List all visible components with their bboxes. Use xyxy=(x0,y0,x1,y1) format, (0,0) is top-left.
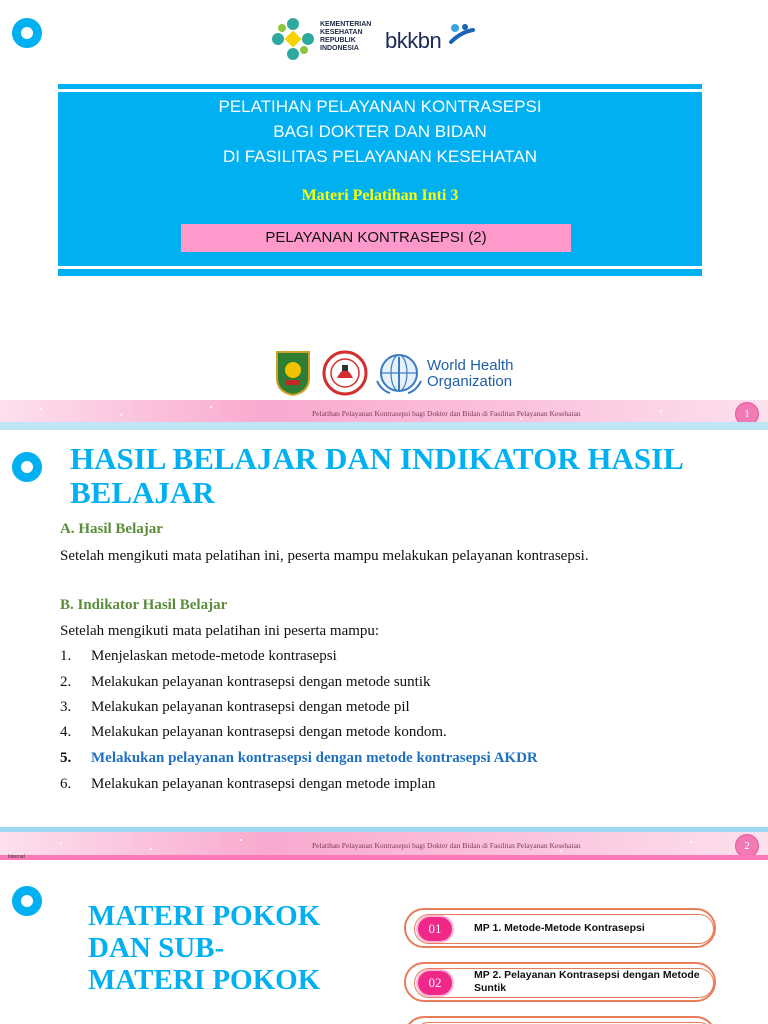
kemenkes-emblem-icon xyxy=(268,14,318,64)
list-text: Melakukan pelayanan kontrasepsi dengan metode kondom. xyxy=(91,724,447,740)
kemenkes-logo xyxy=(268,14,388,64)
kemenkes-line: INDONESIA xyxy=(320,45,359,52)
page-number: 2 xyxy=(735,834,759,858)
list-text: Melakukan pelayanan kontrasepsi dengan metode pil xyxy=(91,699,410,715)
list-text: Melakukan pelayanan kontrasepsi dengan metode suntik xyxy=(91,674,431,690)
mp-badge: 01 xyxy=(416,915,454,943)
kemenkes-line: REPUBLIK xyxy=(320,37,356,44)
kemenkes-line: KEMENTERIAN xyxy=(320,21,372,28)
title-divider xyxy=(58,266,702,269)
who-emblem-icon xyxy=(374,351,424,395)
slide-1 xyxy=(0,0,768,430)
who-line: World Health xyxy=(427,357,514,374)
list-number: 2. xyxy=(60,674,72,690)
slide-footer xyxy=(0,832,768,860)
shield-logo-icon xyxy=(275,350,311,396)
association-logo-icon xyxy=(322,350,368,396)
list-text: Melakukan pelayanan kontrasepsi dengan metode implan xyxy=(91,776,436,792)
slide-title-line: MATERI POKOK xyxy=(88,900,321,932)
footer-caption: Pelatihan Pelayanan Kontrasepsi bagi Dokter dan Bidan di Fasilitas Pelayanan Kesehatan xyxy=(312,841,581,850)
list-number: 4. xyxy=(60,724,72,740)
slide-3 xyxy=(0,862,768,1024)
course-title xyxy=(58,94,702,169)
section-heading: A. Hasil Belajar xyxy=(60,521,163,537)
course-title-line: BAGI DOKTER DAN BIDAN xyxy=(273,122,487,141)
footer-cap xyxy=(0,827,768,832)
footer-stripe xyxy=(0,855,768,860)
slide-bottom-band xyxy=(0,422,768,430)
section-paragraph: Setelah mengikuti mata pelatihan ini peserta mampu: xyxy=(60,623,380,639)
list-number: 5. xyxy=(60,750,72,766)
kemenkes-line: KESEHATAN xyxy=(320,29,363,36)
title-divider xyxy=(58,89,702,92)
course-subtitle: Materi Pelatihan Inti 3 xyxy=(301,187,459,204)
list-text: Melakukan pelayanan kontrasepsi dengan metode kontrasepsi AKDR xyxy=(91,750,538,766)
bkkbn-wordmark: bkkbn xyxy=(385,28,442,53)
slide-title-line: MATERI POKOK xyxy=(88,964,321,996)
slide-title xyxy=(88,900,348,996)
footer-caption: Pelatihan Pelayanan Kontrasepsi bagi Dokter dan Bidan di Fasilitas Pelayanan Kesehatan xyxy=(312,409,581,418)
ring-decoration-icon xyxy=(12,18,42,48)
list-number: 3. xyxy=(60,699,72,715)
mp-label: MP 1. Metode-Metode Kontrasepsi xyxy=(474,921,645,934)
ring-decoration-icon xyxy=(12,886,42,916)
mp-item[interactable] xyxy=(404,908,716,948)
slide-title: HASIL BELAJAR DAN INDIKATOR HASIL BELAJAR xyxy=(70,441,683,510)
course-title-line: PELATIHAN PELAYANAN KONTRASEPSI xyxy=(218,97,542,116)
classification-label: Internal xyxy=(8,854,25,860)
title-box xyxy=(58,84,702,276)
bkkbn-mark-icon xyxy=(447,22,477,46)
slide-2 xyxy=(0,430,768,862)
list-text: Menjelaskan metode-metode kontrasepsi xyxy=(91,648,337,664)
page-number: 1 xyxy=(735,402,759,426)
mp-label: MP 2. Pelayanan Kontrasepsi dengan Metode Suntik xyxy=(474,969,700,994)
list-number: 1. xyxy=(60,648,72,664)
mp-item[interactable] xyxy=(404,962,716,1002)
kemenkes-text xyxy=(320,21,390,53)
mp-item-partial xyxy=(404,1016,716,1024)
course-title-line: DI FASILITAS PELAYANAN KESEHATAN xyxy=(223,147,537,166)
section-paragraph: Setelah mengikuti mata pelatihan ini, peserta mampu melakukan pelayanan kontrasepsi. xyxy=(60,548,589,564)
bkkbn-logo xyxy=(385,22,485,58)
slide-title-line: DAN SUB- xyxy=(88,932,225,964)
section-heading: B. Indikator Hasil Belajar xyxy=(60,597,228,613)
who-wordmark xyxy=(427,358,513,390)
list-number: 6. xyxy=(60,776,72,792)
who-line: Organization xyxy=(427,373,513,390)
topic-label: PELAYANAN KONTRASEPSI (2) xyxy=(181,224,571,252)
ring-decoration-icon xyxy=(12,452,42,482)
mp-badge: 02 xyxy=(416,969,454,997)
